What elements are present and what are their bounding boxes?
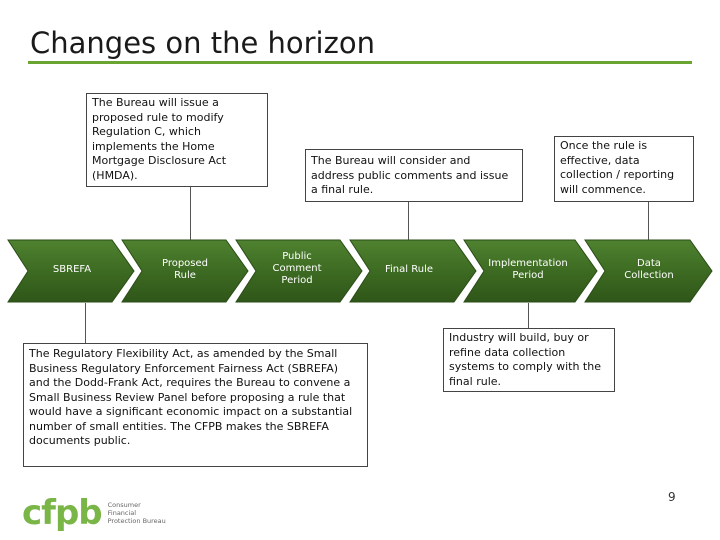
stage-label-implementation: Implementation Period (488, 258, 568, 281)
stage-label-proposed-rule: Proposed Rule (161, 258, 209, 281)
page-title: Changes on the horizon (30, 26, 375, 60)
callout-final-rule: The Bureau will consider and address public comments and issue a final rule. (305, 149, 523, 202)
page-number: 9 (668, 490, 676, 504)
stage-label-data-collection: Data Collection (624, 258, 674, 281)
logo-mark: cfpb (22, 493, 102, 533)
callout-proposed-rule: The Bureau will issue a proposed rule to modify Regulation C, which implements the Home Mortgage Disclosure Act (HMDA). (86, 93, 268, 187)
stage-label-sbrefa: SBREFA (52, 264, 92, 275)
callout-implementation: Industry will build, buy or refine data collection systems to comply with the final rule. (443, 328, 615, 392)
stage-label-final-rule: Final Rule (385, 264, 433, 275)
cfpb-logo (22, 495, 168, 531)
callout-sbrefa: The Regulatory Flexibility Act, as amended by the Small Business Regulatory Enforcement Fairness Act (SBREFA) and the Dodd-Frank Act, requires the Bureau to convene a Small Business Review Panel before proposing a rule that would have a significant economic impact on a substantial number of small entities. The CFPB makes the SBREFA documents public. (23, 343, 368, 467)
stage-label-public-comment: Public Comment Period (272, 251, 322, 286)
callout-data-collection: Once the rule is effective, data collection / reporting will commence. (554, 136, 694, 202)
logo-text: Consumer Financial Protection Bureau (107, 501, 166, 525)
